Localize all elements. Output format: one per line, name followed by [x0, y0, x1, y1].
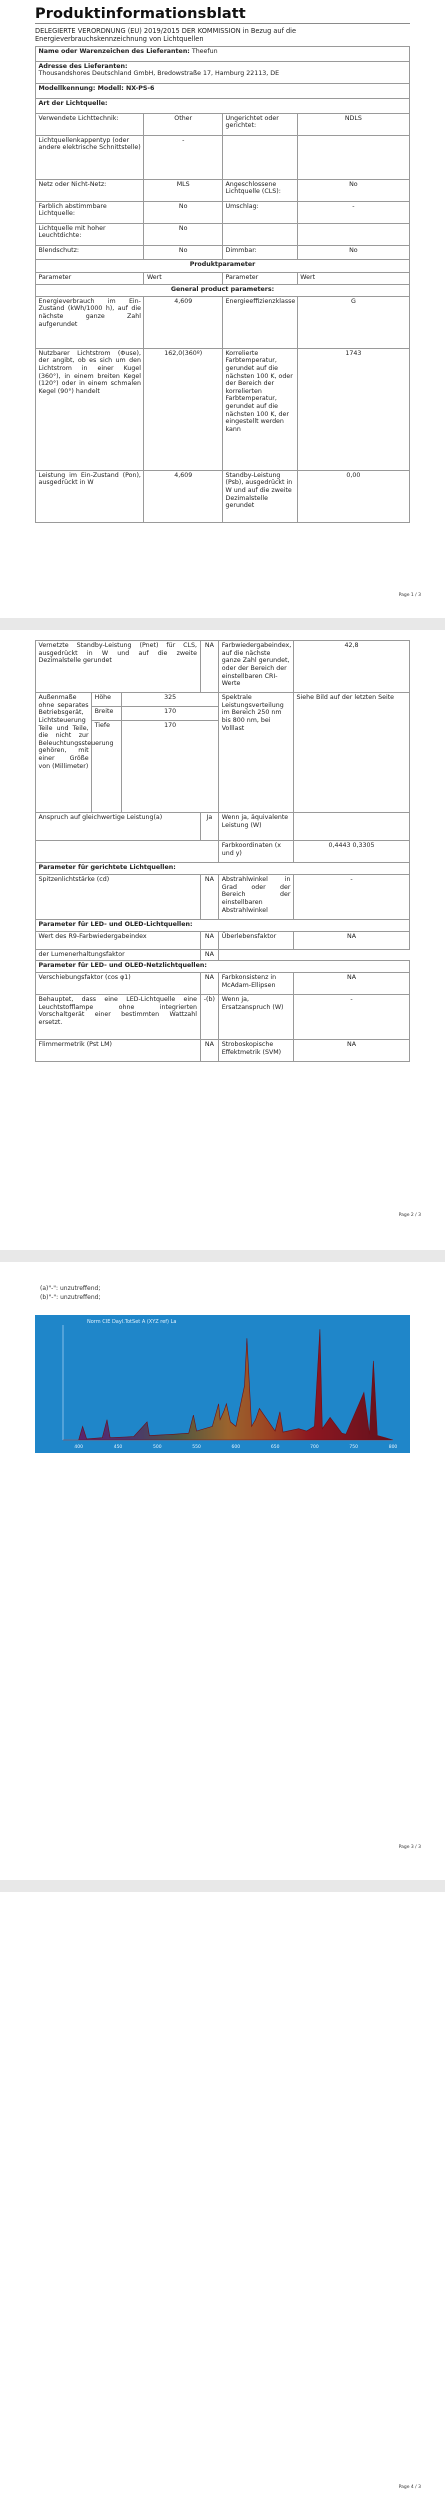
row-label: Behauptet, dass eine LED-Lichtquelle eine Leuchtstofflampe ohne integrierten Vorschaltgerät einer bestimmten Wattzahl ersetzt.	[36, 995, 201, 1040]
dim-label: Höhe	[92, 693, 122, 707]
row-value: No	[297, 179, 409, 201]
row-value: 0,4443 0,3305	[294, 841, 410, 863]
row-value: Ja	[200, 813, 219, 841]
table-row	[36, 932, 410, 950]
row-label	[222, 223, 297, 245]
row-label: Wenn ja, Ersatzanspruch (W)	[219, 995, 294, 1040]
row-label: Dimmbar:	[222, 245, 297, 259]
row-value: NA	[294, 932, 410, 950]
table-row	[36, 973, 410, 995]
row-value: 42,8	[294, 641, 410, 693]
row-label: Wenn ja, äquivalente Leistung (W)	[219, 813, 294, 841]
row-label: Lichtquellenkappentyp (oder andere elektrische Schnittstelle)	[36, 135, 144, 179]
row-value: NA	[200, 950, 219, 961]
table-row	[36, 179, 410, 201]
footnotes	[40, 1284, 101, 1302]
row-label: Farblich abstimmbare Lichtquelle:	[36, 201, 144, 223]
row-value: 4,609	[144, 470, 223, 522]
row-label: Farbwiedergabeindex, auf die nächste ganze Zahl gerundet, oder der Bereich der einstellbaren CRI-Werte	[219, 641, 294, 693]
column-header: Wert	[297, 272, 409, 284]
row-label: Lichtquelle mit hoher Leuchtdichte:	[36, 223, 144, 245]
row-value: G	[297, 296, 409, 348]
supplier-name-label: Name oder Warenzeichen des Lieferanten:	[38, 47, 190, 55]
page-4	[0, 1892, 445, 2510]
column-header: Parameter	[36, 272, 144, 284]
row-label: Blendschutz:	[36, 245, 144, 259]
row-value: NA	[294, 973, 410, 995]
supplier-address-label: Adresse des Lieferanten:	[38, 62, 128, 70]
table-row	[36, 813, 410, 841]
row-value	[294, 813, 410, 841]
footnote-b: (b)"-": unzutreffend;	[40, 1294, 101, 1301]
column-header: Parameter	[222, 272, 297, 284]
row-value	[297, 135, 409, 179]
row-label: Verschiebungsfaktor (cos φ1)	[36, 973, 201, 995]
row-value: NA	[294, 1040, 410, 1062]
row-label: Energieverbrauch im Ein-Zustand (kWh/1000 h), auf die nächste ganze Zahl aufgerundet	[36, 296, 144, 348]
mains-header: Parameter für LED- und OLED-Netzlichtquellen:	[36, 961, 410, 973]
page-title: Produktinformationsblatt	[35, 6, 410, 24]
row-label: Anspruch auf gleichwertige Leistung(a)	[36, 813, 201, 841]
row-label: Flimmermetrik (Pst LM)	[36, 1040, 201, 1062]
row-label: Spitzenlichtstärke (cd)	[36, 875, 201, 920]
table-row	[36, 61, 410, 83]
row-label: Verwendete Lichttechnik:	[36, 113, 144, 135]
x-tick-label: 650	[270, 1445, 280, 1450]
row-label: Leistung im Ein-Zustand (Pon), ausgedrückt in W	[36, 470, 144, 522]
table-row	[36, 348, 410, 470]
table-row	[36, 863, 410, 875]
supplier-address-value: Thousandshores Deutschland GmbH, Bredowstraße 17, Hamburg 22113, DE	[38, 70, 280, 78]
model-id: Modellkennung: Modell: NX-PS-6	[36, 83, 410, 98]
product-sheet-continued	[35, 640, 410, 1062]
params-header: Produktparameter	[36, 259, 410, 272]
table-row	[36, 920, 410, 932]
table-row	[36, 875, 410, 920]
dims-label: Außenmaße ohne separates Betriebsgerät, Lichtsteuerung Teile und Teile, die nicht zur Beleuchtungssteuerung gehören, mit einer Größe von (Millimeter)	[36, 693, 92, 813]
page-number: Page 3 / 3	[398, 1845, 421, 1850]
row-label: Angeschlossene Lichtquelle (CLS):	[222, 179, 297, 201]
product-info-table	[35, 46, 410, 523]
table-row	[36, 1040, 410, 1062]
row-value: Siehe Bild auf der letzten Seite	[294, 693, 410, 813]
row-label: Nutzbarer Lichtstrom (Φuse), der angibt, ob es sich um den Lichtstrom in einer Kugel (360°), in einem breiten Kegel (120°) oder in einem schmalen Kegel (90°) handelt	[36, 348, 144, 470]
row-label: Wert des R9-Farbwiedergabeindex	[36, 932, 201, 950]
general-params-header: General product parameters:	[36, 284, 410, 296]
row-label: Überlebensfaktor	[219, 932, 294, 950]
row-value: -	[297, 201, 409, 223]
table-row	[36, 272, 410, 284]
supplier-name-value: Theefun	[191, 47, 218, 55]
row-value: NDLS	[297, 113, 409, 135]
page-2	[0, 630, 445, 1250]
row-value: No	[297, 245, 409, 259]
row-label	[222, 135, 297, 179]
page-number: Page 1 / 3	[398, 593, 421, 598]
row-value: No	[144, 201, 223, 223]
row-value: 4,609	[144, 296, 223, 348]
product-params-table	[35, 640, 410, 1062]
row-label: Umschlag:	[222, 201, 297, 223]
x-tick-label: 550	[192, 1445, 201, 1450]
chart-legend: Norm CIE Dayl.TotSet A (XYZ ref) La	[87, 1319, 177, 1325]
row-value: No	[144, 245, 223, 259]
row-label: Abstrahlwinkel in Grad oder der Bereich der einstellbaren Abstrahlwinkel	[219, 875, 294, 920]
table-row	[36, 693, 410, 707]
row-value: -	[294, 875, 410, 920]
table-row	[36, 113, 410, 135]
x-tick-label: 500	[152, 1445, 162, 1450]
table-row	[36, 135, 410, 179]
product-sheet	[35, 6, 410, 523]
row-value: NA	[200, 973, 219, 995]
x-tick-label: 750	[349, 1445, 359, 1450]
page-number: Page 4 / 3	[398, 2485, 421, 2490]
x-tick-label: 800	[388, 1445, 398, 1450]
row-label: Vernetzte Standby-Leistung (Pnet) für CLS, ausgedrückt in W und auf die zweite Dezimalstelle gerundet	[36, 641, 201, 693]
column-header: Wert	[144, 272, 223, 284]
table-row	[36, 841, 410, 863]
row-label: Standby-Leistung (Psb), ausgedrückt in W und auf die zweite Dezimalstelle gerundet	[222, 470, 297, 522]
row-label: der Lumenerhaltungsfaktor	[36, 950, 201, 961]
table-row	[36, 470, 410, 522]
table-row	[36, 46, 410, 61]
row-label: Farbkoordinaten (x und y)	[219, 841, 294, 863]
row-value	[297, 223, 409, 245]
table-row	[36, 284, 410, 296]
row-label: Stroboskopische Effektmetrik (SVM)	[219, 1040, 294, 1062]
row-value: Other	[144, 113, 223, 135]
row-value: -	[294, 995, 410, 1040]
row-label: Farbkonsistenz in McAdam-Ellipsen	[219, 973, 294, 995]
x-tick-label: 700	[310, 1445, 319, 1450]
row-value: NA	[200, 1040, 219, 1062]
table-row	[36, 201, 410, 223]
x-tick-label: 600	[231, 1445, 241, 1450]
row-value: NA	[200, 932, 219, 950]
x-tick-label: 400	[74, 1445, 84, 1450]
led-header: Parameter für LED- und OLED-Lichtquellen:	[36, 920, 410, 932]
table-row	[36, 641, 410, 693]
dim-label: Breite	[92, 707, 122, 721]
spectrum-series-0	[63, 1329, 393, 1440]
row-label: Spektrale Leistungsverteilung im Bereich 250 nm bis 800 nm, bei Volllast	[219, 693, 294, 813]
table-row	[36, 259, 410, 272]
row-label: Ungerichtet oder gerichtet:	[222, 113, 297, 135]
table-row	[36, 950, 410, 961]
page-1	[0, 0, 445, 618]
table-row	[36, 245, 410, 259]
row-value: MLS	[144, 179, 223, 201]
row-value: No	[144, 223, 223, 245]
spectral-distribution-chart	[35, 1315, 410, 1453]
row-value: -	[144, 135, 223, 179]
row-value: 0,00	[297, 470, 409, 522]
table-row	[36, 83, 410, 98]
row-value: 1743	[297, 348, 409, 470]
row-value: NA	[200, 875, 219, 920]
page-number: Page 2 / 3	[398, 1213, 421, 1218]
row-value: NA	[200, 641, 219, 693]
table-row	[36, 223, 410, 245]
table-row	[36, 961, 410, 973]
row-label: Energieeffizienzklasse	[222, 296, 297, 348]
row-value: 162,0(360º)	[144, 348, 223, 470]
dim-label: Tiefe	[92, 721, 122, 813]
spectrum-svg	[35, 1315, 410, 1453]
row-value: -(b)	[200, 995, 219, 1040]
footnote-a: (a)"-": unzutreffend;	[40, 1285, 101, 1292]
row-label: Korrelierte Farbtemperatur, gerundet auf die nächsten 100 K, oder der Bereich der korrelierten Farbtemperatur, gerundet auf die nächsten 100 K, der eingestellt werden kann	[222, 348, 297, 470]
row-label: Netz oder Nicht-Netz:	[36, 179, 144, 201]
dim-value: 325	[122, 693, 219, 707]
table-row	[36, 296, 410, 348]
x-tick-label: 450	[113, 1445, 123, 1450]
table-row	[36, 995, 410, 1040]
dim-value: 170	[122, 707, 219, 721]
directional-header: Parameter für gerichtete Lichtquellen:	[36, 863, 410, 875]
regulation-text: DELEGIERTE VERORDNUNG (EU) 2019/2015 DER KOMMISSION in Bezug auf die Energieverbrauchskennzeichnung von Lichtquellen	[35, 27, 297, 44]
page-3	[0, 1262, 445, 1880]
table-row	[36, 98, 410, 113]
dim-value: 170	[122, 721, 219, 813]
light-source-type-label: Art der Lichtquelle:	[36, 98, 410, 113]
